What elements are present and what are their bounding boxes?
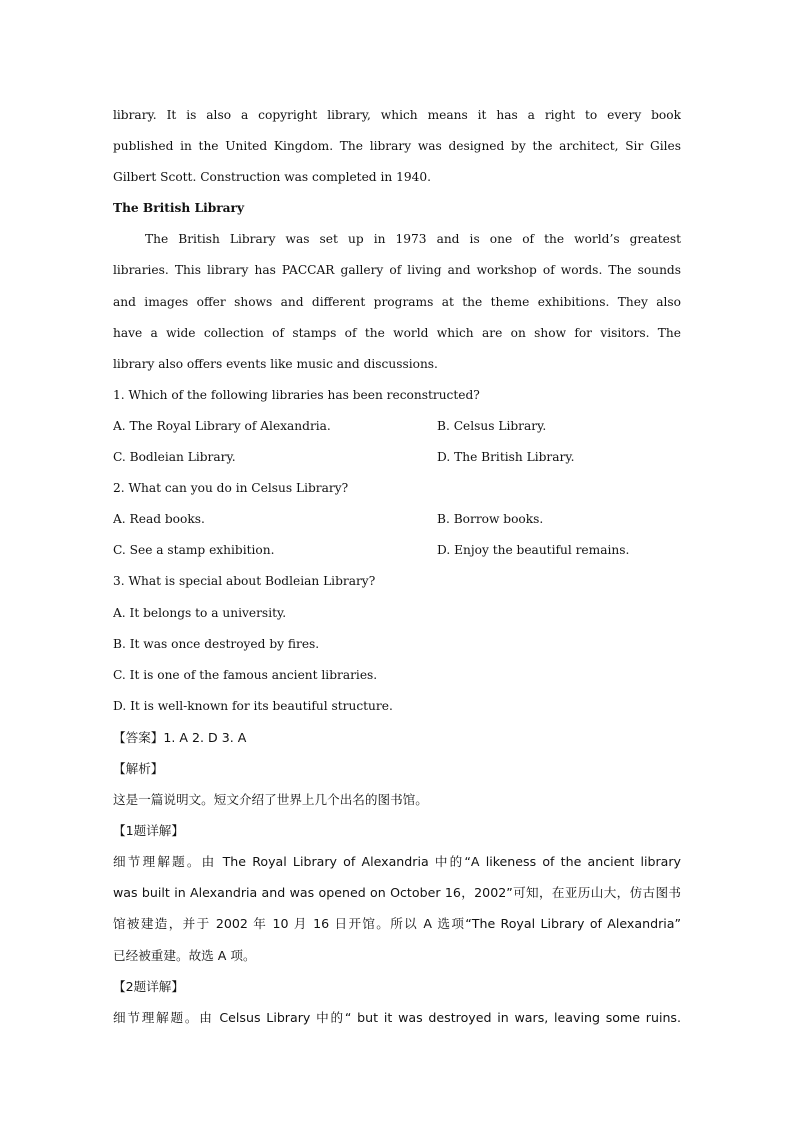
question-stem-3: 3. What is special about Bodleian Library? bbox=[113, 574, 376, 589]
option-d: D. Enjoy the beautiful remains. bbox=[437, 543, 630, 558]
option-a: A. It belongs to a university. bbox=[113, 605, 287, 620]
analysis-summary: 这是一篇说明文。短文介绍了世界上几个出名的图书馆。 bbox=[113, 792, 428, 808]
q1-explanation-line: 细节理解题。由 The Royal Library of Alexandria 中的“A likeness of the ancient library bbox=[113, 854, 681, 870]
option-d: D. It is well-known for its beautiful structure. bbox=[113, 698, 393, 713]
option-b: B. Celsus Library. bbox=[437, 418, 547, 433]
document-page bbox=[113, 100, 681, 1033]
option-c: C. It is one of the famous ancient libraries. bbox=[113, 667, 378, 682]
q1-explanation-line: was built in Alexandria and was opened on October 16，2002”可知，在亚历山大，仿古图书 bbox=[113, 885, 681, 901]
option-a: A. Read books. bbox=[113, 512, 205, 527]
q1-explanation-label: 【1题详解】 bbox=[113, 823, 184, 839]
answer-key: 【答案】1. A 2. D 3. A bbox=[113, 729, 247, 745]
passage-line: and images offer shows and different programs at the theme exhibitions. They also bbox=[113, 294, 681, 309]
q1-explanation-line: 已经被重建。故选 A 项。 bbox=[113, 947, 256, 963]
passage-line: library also offers events like music and discussions. bbox=[113, 356, 438, 371]
passage-line: libraries. This library has PACCAR gallery of living and workshop of words. The sounds bbox=[113, 263, 681, 278]
question-stem-1: 1. Which of the following libraries has been reconstructed? bbox=[113, 387, 480, 402]
analysis-label: 【解析】 bbox=[113, 760, 164, 776]
q2-explanation-label: 【2题详解】 bbox=[113, 978, 184, 994]
passage-line: The British Library was set up in 1973 and is one of the world’s greatest bbox=[145, 232, 681, 247]
option-c: C. Bodleian Library. bbox=[113, 450, 236, 465]
option-a: A. The Royal Library of Alexandria. bbox=[113, 418, 331, 433]
option-row bbox=[113, 442, 681, 473]
option-b: B. Borrow books. bbox=[437, 512, 544, 527]
option-b: B. It was once destroyed by fires. bbox=[113, 636, 320, 651]
section-heading-british-library: The British Library bbox=[113, 201, 245, 216]
option-row bbox=[113, 411, 681, 442]
passage-line: published in the United Kingdom. The library was designed by the architect, Sir Giles bbox=[113, 139, 681, 154]
q2-explanation-line: 细节理解题。由 Celsus Library 中的“ but it was destroyed in wars, leaving some ruins. bbox=[113, 1009, 681, 1025]
q1-explanation-line: 馆被建造，并于 2002 年 10 月 16 日开馆。所以 A 选项“The Royal Library of Alexandria” bbox=[113, 916, 681, 932]
option-d: D. The British Library. bbox=[437, 450, 575, 465]
option-c: C. See a stamp exhibition. bbox=[113, 543, 275, 558]
passage-line: have a wide collection of stamps of the world which are on show for visitors. The bbox=[113, 325, 681, 340]
passage-line: Gilbert Scott. Construction was completed in 1940. bbox=[113, 170, 431, 185]
option-row bbox=[113, 504, 681, 535]
passage-line: library. It is also a copyright library, which means it has a right to every book bbox=[113, 108, 681, 122]
option-row bbox=[113, 535, 681, 566]
question-stem-2: 2. What can you do in Celsus Library? bbox=[113, 481, 349, 496]
